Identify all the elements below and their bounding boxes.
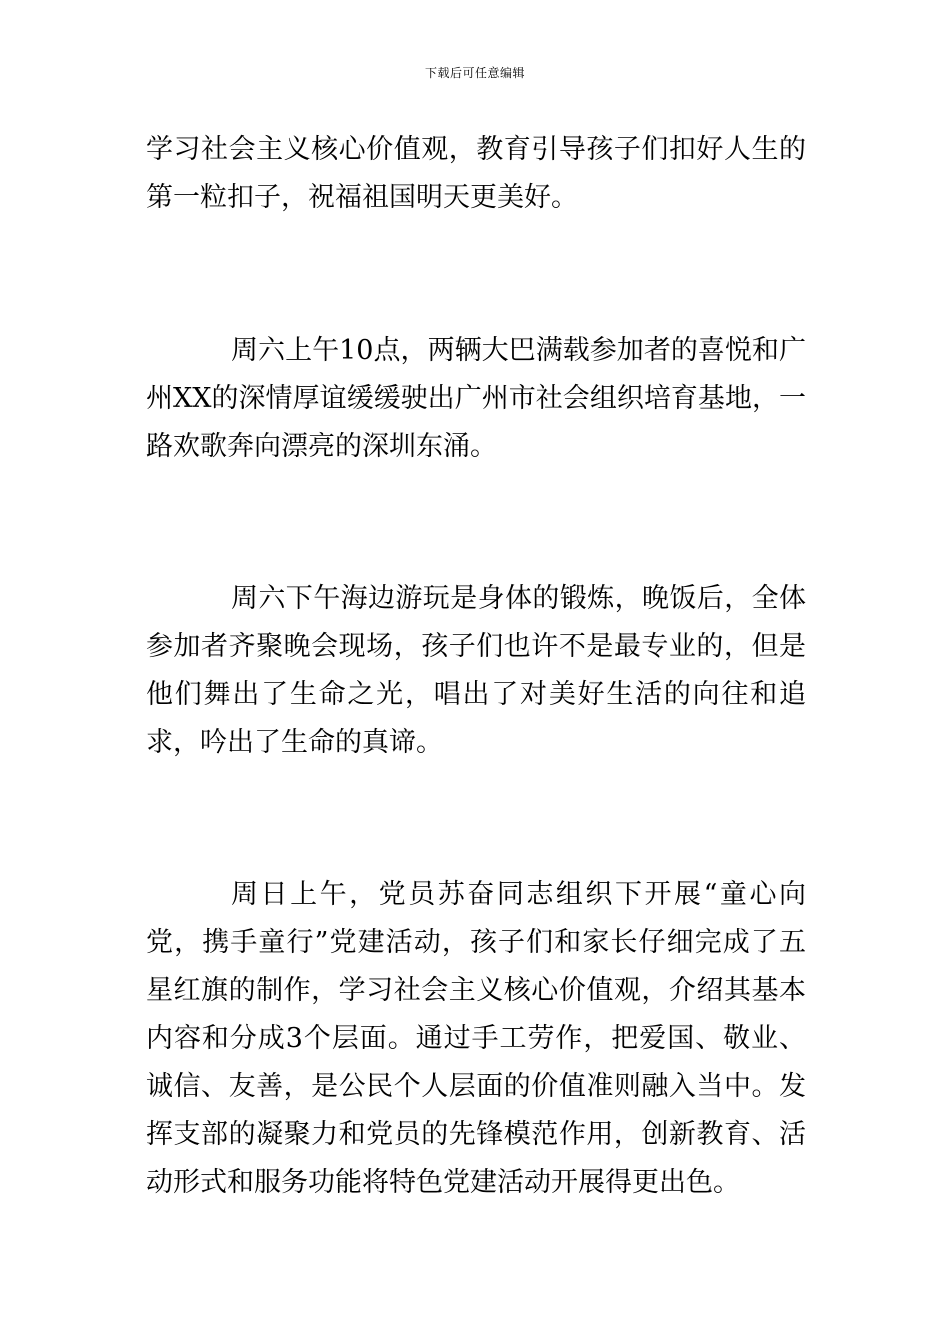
paragraph-saturday-afternoon: 周六下午海边游玩是身体的锻炼，晚饭后，全体参加者齐聚晚会现场，孩子们也许不是最专业的，但是他们舞出了生命之光，唱出了对美好生活的向往和追求，吟出了生命的真谛。: [146, 583, 806, 758]
paragraph-saturday-morning: 周六上午10点，两辆大巴满载参加者的喜悦和广州XX的深情厚谊缓缓驶出广州市社会组织培育基地，一路欢歌奔向漂亮的深圳东涌。: [146, 335, 806, 462]
paragraph-sunday-morning: 周日上午，党员苏奋同志组织下开展“童心向党，携手童行”党建活动，孩子们和家长仔细完成了五星红旗的制作，学习社会主义核心价值观，介绍其基本内容和分成3个层面。通过手工劳作，把爱国、敬业、诚信、友善，是公民个人层面的价值准则融入当中。发挥支部的凝聚力和党员的先锋模范作用，创新教育、活动形式和服务功能将特色党建活动开展得更出色。: [146, 879, 806, 1198]
paragraph-continuation: 学习社会主义核心价值观，教育引导孩子们扣好人生的第一粒扣子，祝福祖国明天更美好。: [146, 134, 806, 213]
page-header-note: 下载后可任意编辑: [424, 66, 525, 80]
